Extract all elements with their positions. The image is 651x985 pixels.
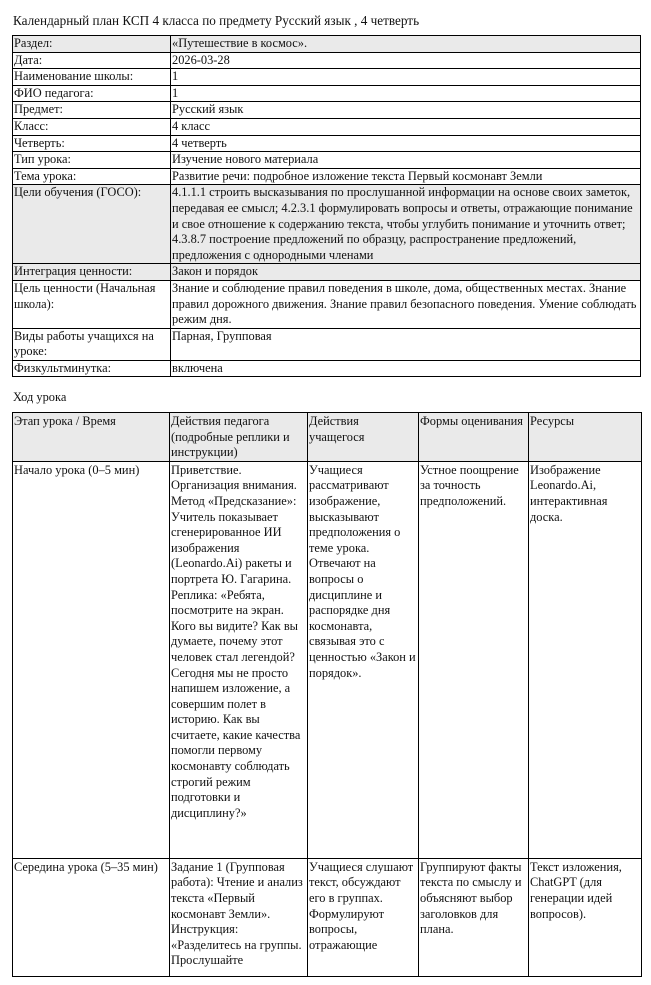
stage-cell: Начало урока (0–5 мин)	[13, 461, 170, 858]
info-value: 2026-03-28	[171, 52, 641, 69]
info-row	[13, 360, 641, 377]
info-value: Знание и соблюдение правил поведения в школе, дома, общественных местах. Знание правил дорожного движения. Знание правил безопасного поведения. Умение соблюдать режим дня.	[171, 280, 641, 328]
student-actions-cell: Учащиеся рассматривают изображение, высказывают предположения о теме урока. Отвечают на вопросы о дисциплине и распорядке дня космонавта, связывая это с ценностью «Закон и порядок».	[308, 461, 419, 858]
info-row	[13, 102, 641, 119]
header-resources: Ресурсы	[529, 413, 642, 462]
header-student-actions: Действия учащегося	[308, 413, 419, 462]
info-label: Раздел:	[13, 36, 171, 53]
info-value: Изучение нового материала	[171, 152, 641, 169]
info-value: Русский язык	[171, 102, 641, 119]
info-row	[13, 152, 641, 169]
info-label: Физкультминутка:	[13, 360, 171, 377]
info-value: включена	[171, 360, 641, 377]
header-teacher-actions: Действия педагога (подробные реплики и инструкции)	[170, 413, 308, 462]
info-label: ФИО педагога:	[13, 85, 171, 102]
teacher-actions-cell: Приветствие. Организация внимания. Метод «Предсказание»: Учитель показывает сгенерированное ИИ изображения (Leonardo.Ai) ракеты и портрета Ю. Гагарина. Реплика: «Ребята, посмотрите на экран. Кого вы видите? Как вы думаете, почему этот человек стал легендой? Сегодня мы не просто напишем изложение, а совершим полет в историю. Как вы считаете, какие качества помогли первому космонавту соблюдать строгий режим подготовки и дисциплину?»	[170, 461, 308, 858]
info-label: Цель ценности (Начальная школа):	[13, 280, 171, 328]
student-actions-cell: Учащиеся слушают текст, обсуждают его в группах. Формулируют вопросы, отражающие	[308, 858, 419, 976]
info-label: Четверть:	[13, 135, 171, 152]
info-label: Интеграция ценности:	[13, 264, 171, 281]
info-label: Цели обучения (ГОСО):	[13, 185, 171, 264]
info-value: 4.1.1.1 строить высказывания по прослушанной информации на основе своих заметок, передавая ее смысл; 4.2.3.1 формулировать вопросы и ответы, отражающие понимание и свое отношение к содержанию текста, чтобы углубить понимание и уточнить ответ; 4.3.8.7 построение предложений по образцу, распространение предложений, предложения с однородными членами	[171, 185, 641, 264]
info-label: Виды работы учащихся на уроке:	[13, 328, 171, 360]
resources-cell: Изображение Leonardo.Ai, интерактивная доска.	[529, 461, 642, 858]
header-stage: Этап урока / Время	[13, 413, 170, 462]
assessment-cell: Устное поощрение за точность предположений.	[419, 461, 529, 858]
info-row	[13, 185, 641, 264]
teacher-actions-cell: Задание 1 (Групповая работа): Чтение и анализ текста «Первый космонавт Земли». Инструкция: «Разделитесь на группы. Прослушайте	[170, 858, 308, 976]
plan-header-row	[13, 413, 642, 462]
stage-cell: Середина урока (5–35 мин)	[13, 858, 170, 976]
info-value: Парная, Групповая	[171, 328, 641, 360]
info-label: Тема урока:	[13, 168, 171, 185]
info-row	[13, 52, 641, 69]
info-label: Дата:	[13, 52, 171, 69]
info-row	[13, 328, 641, 360]
resources-cell: Текст изложения, ChatGPT (для генерации идей вопросов).	[529, 858, 642, 976]
info-row	[13, 280, 641, 328]
info-row	[13, 36, 641, 53]
info-value: 1	[171, 69, 641, 86]
info-label: Предмет:	[13, 102, 171, 119]
info-row	[13, 118, 641, 135]
plan-row-start	[13, 461, 642, 858]
info-label: Класс:	[13, 118, 171, 135]
lesson-info-table	[12, 35, 641, 377]
lesson-progress-label: Ход урока	[13, 390, 67, 404]
info-row	[13, 69, 641, 86]
info-label: Тип урока:	[13, 152, 171, 169]
info-row	[13, 135, 641, 152]
info-value: Закон и порядок	[171, 264, 641, 281]
info-value: 4 четверть	[171, 135, 641, 152]
info-row	[13, 264, 641, 281]
header-assessment: Формы оценивания	[419, 413, 529, 462]
lesson-plan-table	[12, 412, 642, 977]
info-value: 4 класс	[171, 118, 641, 135]
info-value: «Путешествие в космос».	[171, 36, 641, 53]
info-label: Наименование школы:	[13, 69, 171, 86]
info-value: 1	[171, 85, 641, 102]
info-value: Развитие речи: подробное изложение текста Первый космонавт Земли	[171, 168, 641, 185]
document-title: Календарный план КСП 4 класса по предмету Русский язык , 4 четверть	[13, 13, 420, 28]
info-row	[13, 168, 641, 185]
info-row	[13, 85, 641, 102]
assessment-cell: Группируют факты текста по смыслу и объясняют выбор заголовков для плана.	[419, 858, 529, 976]
plan-row-middle	[13, 858, 642, 976]
